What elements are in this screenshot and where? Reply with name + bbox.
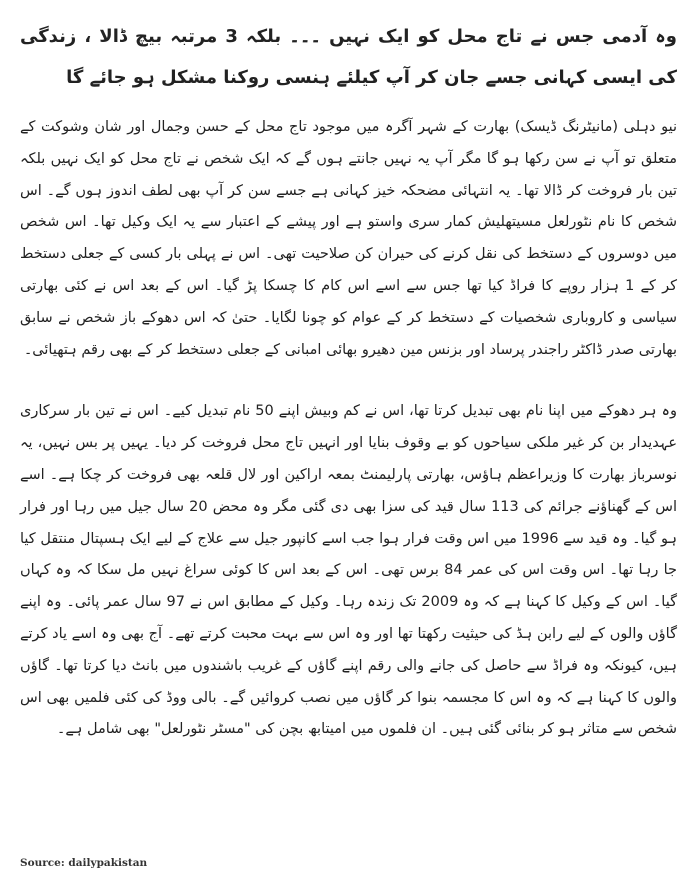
article-paragraph: وہ ہر دھوکے میں اپنا نام بھی تبدیل کرتا تھا، اس نے کم وبیش اپنے 50 نام تبدیل کیے۔ اس نے تین بار سرکاری عہدیدار بن کر غیر ملکی سیاحوں کو بے وقوف بنایا اور انہیں تاج محل فروخت کر دیا۔ یہیں پر بس نہیں، یہ نوسرباز بھارت کا وزیراعظم ہاؤس، بھارتی پارلیمنٹ بمعہ اراکین اور لال قلعہ بھی فروخت کر چکا ہے۔ اسے اس کے گھناؤنے جرائم کی 113 سال قید کی سزا بھی دی گئی مگر وہ محض 20 سال جیل میں رہا اور فرار ہو گیا۔ وہ قید سے 1996 میں اس وقت فرار ہوا جب اسے کانپور جیل سے علاج کے لیے ایک ہسپتال منتقل کیا جا رہا تھا۔ اس وقت اس کی عمر 84 برس تھی۔ اس کے بعد اس کا کوئی سراغ نہیں مل سکا کہ وہ کہاں گیا۔ اس کے وکیل کا کہنا ہے کہ وہ 2009 تک زندہ رہا۔ وکیل کے مطابق اس نے 97 سال عمر پائی۔ وہ اپنے گاؤں والوں کے لیے رابن ہڈ کی حیثیت رکھتا تھا اور وہ اس سے بہت محبت کرتے تھے۔ آج بھی وہ اسے یاد کرتے ہیں، کیونکہ وہ فراڈ سے حاصل کی جانے والی رقم اپنے گاؤں کے غریب باشندوں میں بانٹ دیا کرتا تھا۔ گاؤں والوں کا کہنا ہے کہ وہ اس کا مجسمہ بنوا کر گاؤں میں نصب کروائیں گے۔ بالی ووڈ کی کئی فلمیں بھی اس شخص سے متاثر ہو کر بنائی گئی ہیں۔ ان فلموں میں امیتابھ بچن کی "مسٹر نٹورلعل" بھی شامل ہے۔ xyxy=(20,403,678,738)
source-credit: Source: dailypakistan xyxy=(20,857,148,869)
article-paragraph: نیو دہلی (مانیٹرنگ ڈیسک) بھارت کے شہر آگرہ میں موجود تاج محل کے حسن وجمال اور شان وشوکت کے متعلق تو آپ نے سن رکھا ہو گا مگر آپ یہ نہیں جانتے ہوں گے کہ ایک شخص نے تاج محل کو ایک نہیں بلکہ تین بار فروخت کر ڈالا تھا۔ یہ انتہائی مضحکہ خیز کہانی ہے جسے سن کر آپ بھی لطف اندوز ہوں گے۔ اس شخص کا نام نٹورلعل مسیتھلیش کمار سری واستو ہے اور پیشے کے اعتبار سے یہ ایک وکیل تھا۔ اس شخص میں دوسروں کے دستخط کی نقل کرنے کی حیران کن صلاحیت تھی۔ اس نے پہلی بار کسی کے جعلی دستخط کر کے 1 ہزار روپے کا فراڈ کیا تھا جس سے اسے اس کام کا چسکا پڑ گیا۔ اس کے بعد اس نے کئی بھارتی سیاسی و کاروباری شخصیات کے دستخط کر کے عوام کو چونا لگایا۔ حتیٰ کہ اس دھوکے باز شخص نے سابق بھارتی صدر ڈاکٹر راجندر پرساد اور بزنس مین دھیرو بھائی امبانی کے جعلی دستخط کر کے بھی رقم ہتھیائی۔ xyxy=(20,119,677,358)
article-headline: وہ آدمی جس نے تاج محل کو ایک نہیں ۔۔۔ بلکہ 3 مرتبہ بیچ ڈالا ، زندگی کی ایسی کہانی جسے جان کر آپ کیلئے ہنسی روکنا مشکل ہو جائے گا xyxy=(20,26,677,88)
